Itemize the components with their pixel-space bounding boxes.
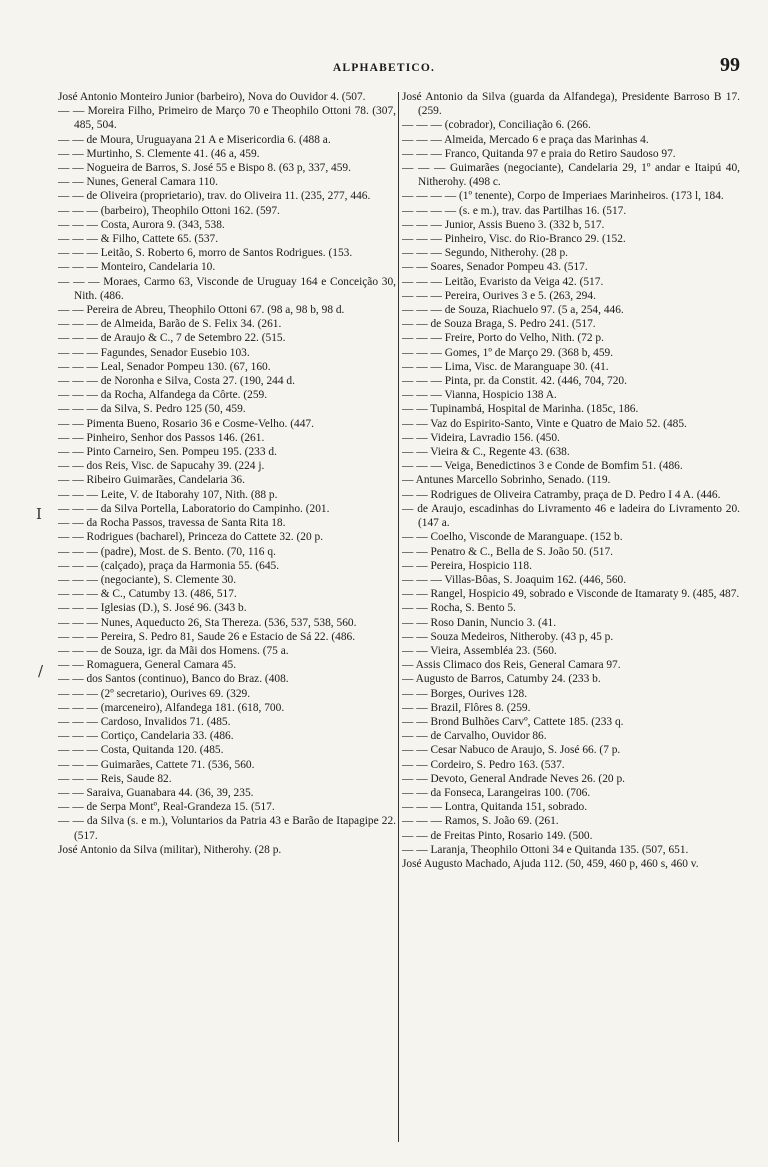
directory-entry: — — Laranja, Theophilo Ottoni 34 e Quitanda 135. (507, 651. [402,843,689,856]
directory-entry: — — Pinto Carneiro, Sen. Pompeu 195. (233 d. [58,446,277,459]
directory-entry: — — Saraiva, Guanabara 44. (36, 39, 235. [58,786,254,799]
directory-entry: — Augusto de Barros, Catumby 24. (233 b. [402,673,601,686]
directory-entry: — — — Gomes, 1º de Março 29. (368 b, 459. [402,346,614,359]
directory-entry: — — — Nunes, Aqueducto 26, Sta Thereza. (536, 537, 538, 560. [58,616,357,629]
directory-entry: — — de Moura, Uruguayana 21 A e Misericordia 6. (488 a. [58,133,331,146]
directory-entry: — — — da Rocha, Alfandega da Côrte. (259. [58,389,268,402]
directory-entry: — — — Fagundes, Senador Eusebio 103. [58,346,250,359]
directory-entry: — — Coelho, Visconde de Maranguape. (152 b. [402,531,623,544]
page-number: 99 [720,54,740,76]
running-title: ALPHABETICO. [332,62,436,74]
directory-entry: — — de Souza Braga, S. Pedro 241. (517. [402,318,596,331]
directory-entry: — — — Pereira, Ourives 3 e 5. (263, 294. [402,289,596,302]
directory-entry: — — — Franco, Quitanda 97 e praia do Retiro Saudoso 97. [402,147,676,160]
directory-entry: — — Nunes, General Camara 110. [58,176,218,189]
directory-columns [58,90,748,1140]
directory-entry: — — — de Souza, Riachuelo 97. (5 a, 254, 446. [402,304,624,317]
margin-mark: I [36,505,42,523]
directory-entry: — — — Cardoso, Invalidos 71. (485. [58,715,231,728]
directory-entry: — — Souza Medeiros, Nitheroby. (43 p, 45 p. [402,630,614,643]
directory-entry: — — Videira, Lavradio 156. (450. [402,431,560,444]
directory-entry: — — Pinheiro, Senhor dos Passos 146. (261. [58,431,265,444]
directory-entry: José Antonio da Silva (militar), Nitherohy. (28 p. [58,843,282,856]
directory-entry: — — — Pereira, S. Pedro 81, Saude 26 e Estacio de Sá 22. (486. [58,630,356,643]
directory-entry: — — — de Almeida, Barão de S. Felix 34. (261. [58,318,282,331]
directory-entry: — — — Segundo, Nitherohy. (28 p. [402,247,568,260]
directory-entry: — — Vaz do Espirito-Santo, Vinte e Quatro de Maio 52. (485. [402,417,687,430]
right-column [402,90,740,1140]
directory-entry: José Antonio Monteiro Junior (barbeiro), Nova do Ouvidor 4. (507. [58,91,366,103]
directory-entry: — — dos Santos (continuo), Banco do Braz. (408. [58,673,289,686]
directory-entry: — — — — (s. e m.), trav. das Partilhas 16. (517. [402,204,627,217]
directory-entry: — — Cesar Nabuco de Araujo, S. José 66. (7 p. [402,744,621,757]
directory-entry: — — — Almeida, Mercado 6 e praça das Marinhas 4. [402,133,649,146]
directory-entry: — — — da Silva Portella, Laboratorio do Campinho. (201. [58,502,330,515]
directory-entry: — — da Fonseca, Larangeiras 100. (706. [402,786,591,799]
directory-entry: — — — Guimarães (negociante), Candelaria 29, 1º andar e Itaipú 40, Nitherohy. (498 c. [402,162,740,189]
directory-entry: José Augusto Machado, Ajuda 112. (50, 459, 460 p, 460 s, 460 v. [402,857,699,870]
directory-entry: — — Pereira de Abreu, Theophilo Ottoni 67. (98 a, 98 b, 98 d. [58,304,345,317]
directory-entry: — Antunes Marcello Sobrinho, Senado. (119. [402,474,611,487]
directory-entry: — — — Costa, Aurora 9. (343, 538. [58,218,225,231]
directory-entry: — — Romaguera, General Camara 45. [58,659,237,672]
directory-entry: — — Pereira, Hospicio 118. [402,559,532,572]
directory-entry: — — — da Silva, S. Pedro 125 (50, 459. [58,403,246,416]
directory-entry: — — Vieira & C., Regente 43. (638. [402,446,570,459]
directory-entry: — — Penatro & C., Bella de S. João 50. (517. [402,545,614,558]
directory-entry: — — — & Filho, Cattete 65. (537. [58,233,219,246]
directory-entry: — — — Pinheiro, Visc. do Rio-Branco 29. (152. [402,233,626,246]
directory-entry: — — — Costa, Quitanda 120. (485. [58,744,224,757]
directory-entry: — — Rodrigues de Oliveira Catramby, praça de D. Pedro I 4 A. (446. [402,488,721,501]
directory-entry: — — — Veiga, Benedictinos 3 e Conde de Bomfim 51. (486. [402,460,683,473]
directory-entry: — — Devoto, General Andrade Neves 26. (20 p. [402,772,626,785]
directory-entry: — — Rodrigues (bacharel), Princeza do Cattete 32. (20 p. [58,531,324,544]
directory-entry: — — — Cortiço, Candelaria 33. (486. [58,730,234,743]
directory-entry: — — — Moraes, Carmo 63, Visconde de Uruguay 164 e Conceição 30, Nith. (486. [58,275,396,302]
directory-entry: — — — Lontra, Quitanda 151, sobrado. [402,801,588,814]
directory-entry: — — Soares, Senador Pompeu 43. (517. [402,261,588,274]
directory-entry: — — Brond Bulhões Carvº, Cattete 185. (233 q. [402,715,624,728]
directory-entry: — — — Junior, Assis Bueno 3. (332 b, 517. [402,218,605,231]
directory-entry: — — — Lima, Visc. de Maranguape 30. (41. [402,360,609,373]
directory-entry: — — — (negociante), S. Clemente 30. [58,573,237,586]
directory-entry: — — Cordeiro, S. Pedro 163. (537. [402,758,565,771]
left-column [58,90,396,1140]
directory-entry: — — — (padre), Most. de S. Bento. (70, 116 q. [58,545,276,558]
directory-entry: — — — (calçado), praça da Harmonia 55. (645. [58,559,280,572]
directory-entry: — — — de Noronha e Silva, Costa 27. (190, 244 d. [58,375,295,388]
directory-entry: — — Rocha, S. Bento 5. [402,602,516,615]
directory-entry: — — de Freitas Pinto, Rosario 149. (500. [402,829,593,842]
directory-entry: — — — Monteiro, Candelaria 10. [58,261,216,274]
directory-entry: — — da Rocha Passos, travessa de Santa Rita 18. [58,517,286,530]
directory-entry: — — — Vianna, Hospicio 138 A. [402,389,557,402]
directory-entry: — — da Silva (s. e m.), Voluntarios da Patria 43 e Barão de Itapagipe 22. (517. [58,815,396,842]
directory-entry: — — de Serpa Montº, Real-Grandeza 15. (517. [58,801,275,814]
directory-entry: — — — de Araujo & C., 7 de Setembro 22. (515. [58,332,286,345]
directory-entry: — — — Villas-Bôas, S. Joaquim 162. (446, 560. [402,573,627,586]
directory-entry: — — — (barbeiro), Theophilo Ottoni 162. (597. [58,204,280,217]
directory-entry: — — Vieira, Assembléa 23. (560. [402,644,557,657]
directory-entry: — — dos Reis, Visc. de Sapucahy 39. (224 j. [58,460,265,473]
directory-entry: — — — — (1º tenente), Corpo de Imperiaes Marinheiros. (173 l, 184. [402,190,724,203]
directory-entry: — — Ribeiro Guimarães, Candelaria 36. [58,474,245,487]
directory-entry: — — — Pinta, pr. da Constit. 42. (446, 704, 720. [402,375,627,388]
directory-entry: — — — Reis, Saude 82. [58,772,172,785]
directory-entry: — — — Guimarães, Cattete 71. (536, 560. [58,758,255,771]
directory-entry: — — de Carvalho, Ouvidor 86. [402,730,547,743]
directory-entry: — — — Ramos, S. João 69. (261. [402,815,559,828]
directory-entry: — — — (2º secretario), Ourives 69. (329. [58,687,251,700]
directory-entry: — — — (cobrador), Conciliação 6. (266. [402,119,591,132]
directory-entry: — — Murtinho, S. Clemente 41. (46 a, 459. [58,147,260,160]
directory-entry: — — — Leitão, Evaristo da Veiga 42. (517. [402,275,604,288]
directory-entry: — — Moreira Filho, Primeiro de Março 70 e Theophilo Ottoni 78. (307, 485, 504. [58,105,396,132]
directory-entry: — — — Iglesias (D.), S. José 96. (343 b. [58,602,247,615]
directory-entry: — — Rangel, Hospicio 49, sobrado e Visconde de Itamaraty 9. (485, 487. [402,588,740,601]
directory-entry: — — — & C., Catumby 13. (486, 517. [58,588,237,601]
directory-entry: — — — (marceneiro), Alfandega 181. (618, 700. [58,701,285,714]
directory-entry: — — — Leal, Senador Pompeu 130. (67, 160. [58,360,271,373]
directory-entry: — — — de Souza, igr. da Mãi dos Homens. (75 a. [58,644,289,657]
directory-entry: — — Nogueira de Barros, S. José 55 e Bispo 8. (63 p, 337, 459. [58,162,351,175]
directory-entry: — — Tupinambá, Hospital de Marinha. (185c, 186. [402,403,639,416]
margin-mark: / [38,662,44,680]
directory-entry: — de Araujo, escadinhas do Livramento 46 e ladeira do Livramento 20. (147 a. [402,502,740,530]
directory-entry: — — Pimenta Bueno, Rosario 36 e Cosme-Velho. (447. [58,417,314,430]
directory-entry: — — — Freire, Porto do Velho, Nith. (72 p. [402,332,604,345]
directory-entry: — — de Oliveira (proprietario), trav. do Oliveira 11. (235, 277, 446. [58,190,371,203]
directory-entry: José Antonio da Silva (guarda da Alfandega), Presidente Barroso B 17. (259. [402,91,740,118]
directory-entry: — — Borges, Ourives 128. [402,687,528,700]
page-header [0,54,768,84]
directory-entry: — — Roso Danin, Nuncio 3. (41. [402,616,557,629]
directory-entry: — Assis Climaco dos Reis, General Camara 97. [402,659,621,672]
directory-entry: — — — Leitão, S. Roberto 6, morro de Santos Rodrigues. (153. [58,247,353,260]
directory-entry: — — Brazil, Flôres 8. (259. [402,701,531,714]
directory-entry: — — — Leite, V. de Itaborahy 107, Nith. (88 p. [58,488,278,501]
